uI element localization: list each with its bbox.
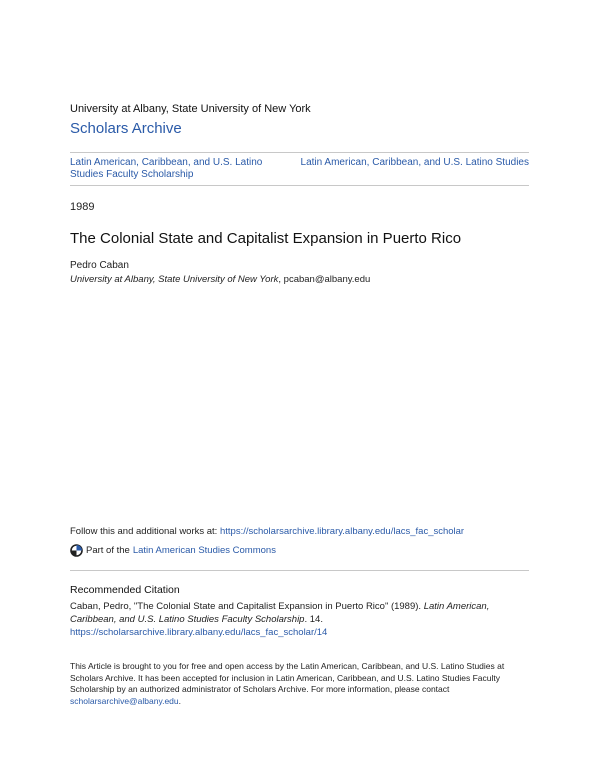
access-notice (70, 661, 529, 707)
collection-link-faculty-scholarship[interactable]: Latin American, Caribbean, and U.S. Latino Studies Faculty Scholarship (70, 157, 263, 180)
contact-email-link[interactable]: scholarsarchive@albany.edu (70, 695, 179, 706)
part-of-line (70, 544, 276, 557)
collection-link-department[interactable]: Latin American, Caribbean, and U.S. Latino Studies (300, 157, 529, 168)
scholars-archive-link[interactable]: Scholars Archive (70, 120, 182, 137)
divider (70, 185, 529, 186)
follow-url-link[interactable]: https://scholarsarchive.library.albany.edu/lacs_fac_scholar (219, 526, 465, 537)
citation-body: Caban, Pedro, "The Colonial State and Capitalist Expansion in Puerto Rico" (1989). (70, 601, 424, 612)
paper-title: The Colonial State and Capitalist Expansion in Puerto Rico (70, 230, 462, 247)
recommended-citation-heading: Recommended Citation (70, 584, 180, 596)
publication-year: 1989 (70, 201, 95, 213)
author-name: Pedro Caban (70, 260, 129, 271)
citation-number: . 14. (304, 614, 323, 625)
commons-link[interactable]: Latin American Studies Commons (132, 545, 276, 556)
notice-text: This Article is brought to you for free and open access by the Latin American, Caribbean, and U.S. Latino Studies at Scholars Archive. It has been accepted for inclusion in Latin American, Caribbean, and U.S. Latino Studies Faculty Scholarship by an authorized administrator of Scholars Archive. For more information, please contact (70, 661, 505, 694)
author-affiliation (70, 274, 370, 285)
divider (70, 152, 529, 153)
citation-url-link[interactable]: https://scholarsarchive.library.albany.edu/lacs_fac_scholar/14 (70, 627, 328, 638)
follow-prefix: Follow this and additional works at: (70, 526, 220, 537)
notice-end: . (178, 695, 182, 706)
part-of-prefix: Part of the (86, 545, 130, 556)
affiliation-text: University at Albany, State University of New York (70, 274, 279, 285)
citation-series: Latin American, Caribbean, and U.S. Latino Studies Faculty Scholarship (70, 601, 490, 625)
university-name: University at Albany, State University of New York (70, 103, 311, 115)
follow-line (70, 526, 464, 537)
divider (70, 570, 529, 571)
commons-network-icon (70, 544, 83, 557)
author-email: , pcaban@albany.edu (278, 274, 371, 285)
citation-text (70, 600, 529, 639)
